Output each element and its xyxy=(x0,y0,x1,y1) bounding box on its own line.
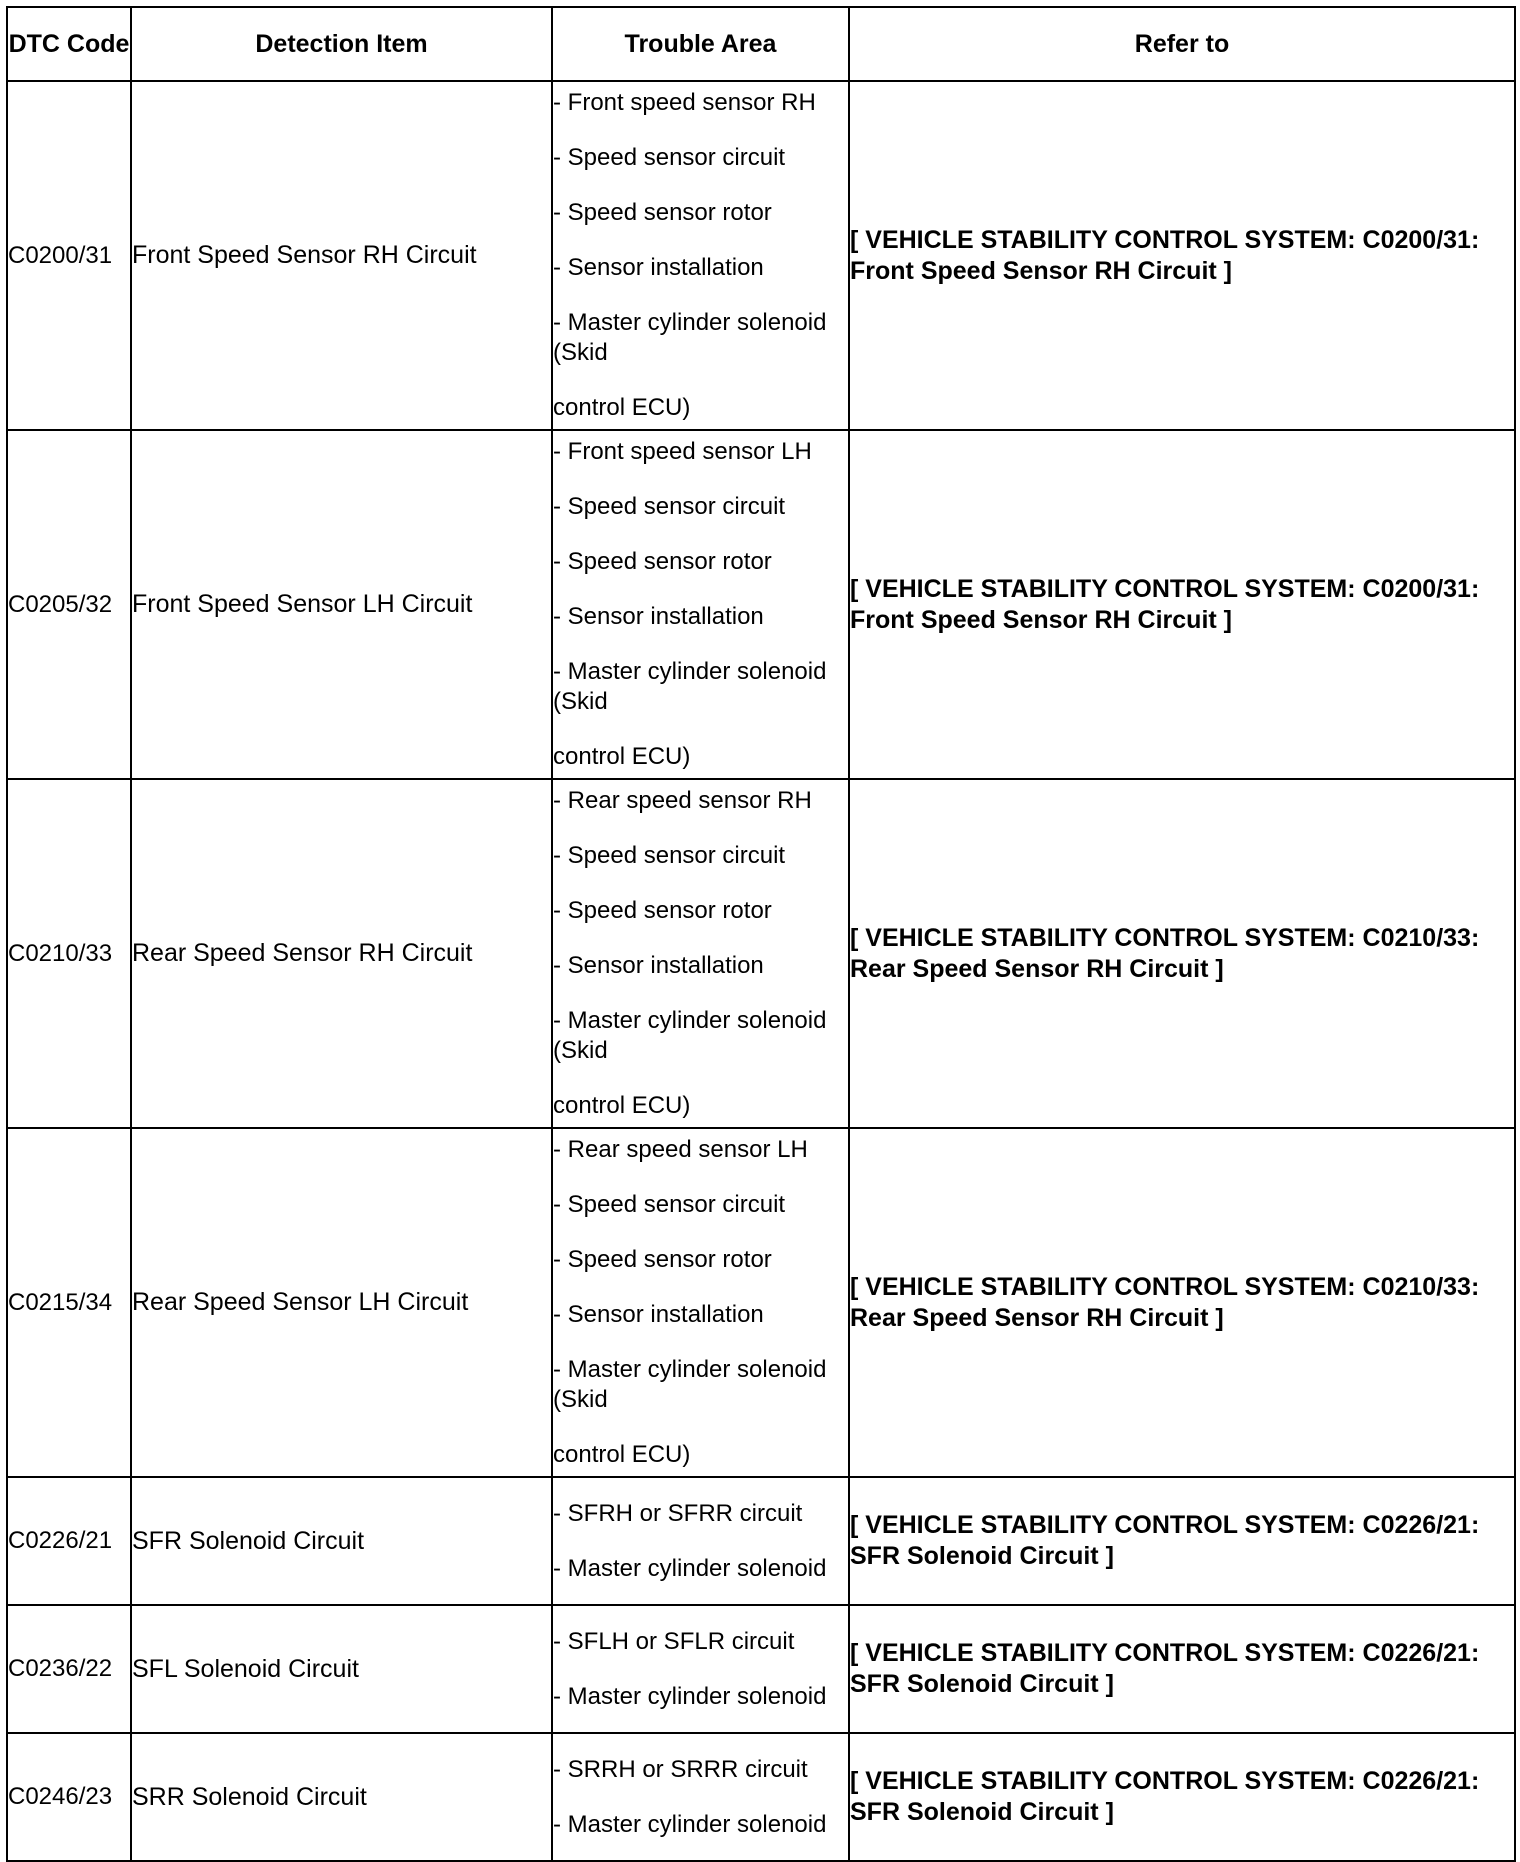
table-row xyxy=(7,81,1515,430)
dtc-code-cell: C0226/21 xyxy=(7,1477,131,1605)
header-trouble-area: Trouble Area xyxy=(552,7,849,81)
detection-item-cell: Front Speed Sensor RH Circuit xyxy=(131,81,552,430)
trouble-area-line: - Front speed sensor LH xyxy=(553,438,812,465)
trouble-area-cell xyxy=(552,1733,849,1861)
trouble-area-line: - Speed sensor circuit xyxy=(553,1191,786,1218)
trouble-area-cell xyxy=(552,1477,849,1605)
trouble-area-line: - Sensor installation xyxy=(553,1301,764,1328)
trouble-area-cell xyxy=(552,430,849,779)
trouble-area-line: - Rear speed sensor RH xyxy=(553,787,812,814)
trouble-area-line: control ECU) xyxy=(553,1441,691,1468)
detection-item-cell: Rear Speed Sensor LH Circuit xyxy=(131,1128,552,1477)
refer-to-link[interactable]: [ VEHICLE STABILITY CONTROL SYSTEM: C0210/33: Rear Speed Sensor RH Circuit ] xyxy=(849,779,1515,1128)
dtc-code-cell: C0205/32 xyxy=(7,430,131,779)
table-row xyxy=(7,779,1515,1128)
trouble-area-line: - Rear speed sensor LH xyxy=(553,1136,808,1163)
refer-to-link[interactable]: [ VEHICLE STABILITY CONTROL SYSTEM: C0226/21: SFR Solenoid Circuit ] xyxy=(849,1605,1515,1733)
dtc-table-sheet xyxy=(6,6,1514,1852)
detection-item-cell: SFL Solenoid Circuit xyxy=(131,1605,552,1733)
detection-item-cell: Rear Speed Sensor RH Circuit xyxy=(131,779,552,1128)
refer-to-link[interactable]: [ VEHICLE STABILITY CONTROL SYSTEM: C0210/33: Rear Speed Sensor RH Circuit ] xyxy=(849,1128,1515,1477)
trouble-area-cell xyxy=(552,1128,849,1477)
dtc-code-cell: C0236/22 xyxy=(7,1605,131,1733)
trouble-area-line: control ECU) xyxy=(553,743,691,770)
trouble-area-line: - Master cylinder solenoid xyxy=(553,1682,827,1710)
refer-to-link[interactable]: [ VEHICLE STABILITY CONTROL SYSTEM: C0200/31: Front Speed Sensor RH Circuit ] xyxy=(849,430,1515,779)
header-detection-item: Detection Item xyxy=(131,7,552,81)
trouble-area-line: - SRRH or SRRR circuit xyxy=(553,1755,808,1783)
refer-to-link[interactable]: [ VEHICLE STABILITY CONTROL SYSTEM: C0226/21: SFR Solenoid Circuit ] xyxy=(849,1477,1515,1605)
trouble-area-cell xyxy=(552,81,849,430)
trouble-area-line: - Master cylinder solenoid (Skid xyxy=(553,309,827,366)
trouble-area-cell xyxy=(552,779,849,1128)
trouble-area-line: - Speed sensor rotor xyxy=(553,897,772,924)
trouble-area-line: - Sensor installation xyxy=(553,603,764,630)
trouble-area-line: - Speed sensor rotor xyxy=(553,548,772,575)
trouble-area-line: - Master cylinder solenoid xyxy=(553,1810,827,1838)
header-refer-to: Refer to xyxy=(849,7,1515,81)
trouble-area-line: - Master cylinder solenoid (Skid xyxy=(553,1356,827,1413)
trouble-area-line: - Speed sensor rotor xyxy=(553,199,772,226)
trouble-area-line: - Speed sensor circuit xyxy=(553,842,786,869)
trouble-area-line: - Sensor installation xyxy=(553,254,764,281)
trouble-area-line: - Master cylinder solenoid xyxy=(553,1554,827,1582)
detection-item-cell: Front Speed Sensor LH Circuit xyxy=(131,430,552,779)
trouble-area-line: - Master cylinder solenoid (Skid xyxy=(553,1007,827,1064)
table-row xyxy=(7,1128,1515,1477)
dtc-code-cell: C0246/23 xyxy=(7,1733,131,1861)
table-row xyxy=(7,1477,1515,1605)
refer-to-link[interactable]: [ VEHICLE STABILITY CONTROL SYSTEM: C0226/21: SFR Solenoid Circuit ] xyxy=(849,1733,1515,1861)
table-header-row xyxy=(7,7,1515,81)
trouble-area-line: - Master cylinder solenoid (Skid xyxy=(553,658,827,715)
table-row xyxy=(7,1733,1515,1861)
dtc-code-cell: C0210/33 xyxy=(7,779,131,1128)
trouble-area-line: control ECU) xyxy=(553,394,691,421)
detection-item-cell: SFR Solenoid Circuit xyxy=(131,1477,552,1605)
trouble-area-line: - Front speed sensor RH xyxy=(553,89,816,116)
refer-to-link[interactable]: [ VEHICLE STABILITY CONTROL SYSTEM: C0200/31: Front Speed Sensor RH Circuit ] xyxy=(849,81,1515,430)
trouble-area-cell xyxy=(552,1605,849,1733)
header-dtc-code: DTC Code xyxy=(7,7,131,81)
trouble-area-line: control ECU) xyxy=(553,1092,691,1119)
dtc-table xyxy=(6,6,1516,1862)
table-row xyxy=(7,1605,1515,1733)
trouble-area-line: - Sensor installation xyxy=(553,952,764,979)
trouble-area-line: - SFLH or SFLR circuit xyxy=(553,1627,795,1655)
trouble-area-line: - Speed sensor circuit xyxy=(553,144,786,171)
table-row xyxy=(7,430,1515,779)
detection-item-cell: SRR Solenoid Circuit xyxy=(131,1733,552,1861)
dtc-code-cell: C0200/31 xyxy=(7,81,131,430)
trouble-area-line: - Speed sensor circuit xyxy=(553,493,786,520)
trouble-area-line: - SFRH or SFRR circuit xyxy=(553,1499,803,1527)
trouble-area-line: - Speed sensor rotor xyxy=(553,1246,772,1273)
dtc-code-cell: C0215/34 xyxy=(7,1128,131,1477)
